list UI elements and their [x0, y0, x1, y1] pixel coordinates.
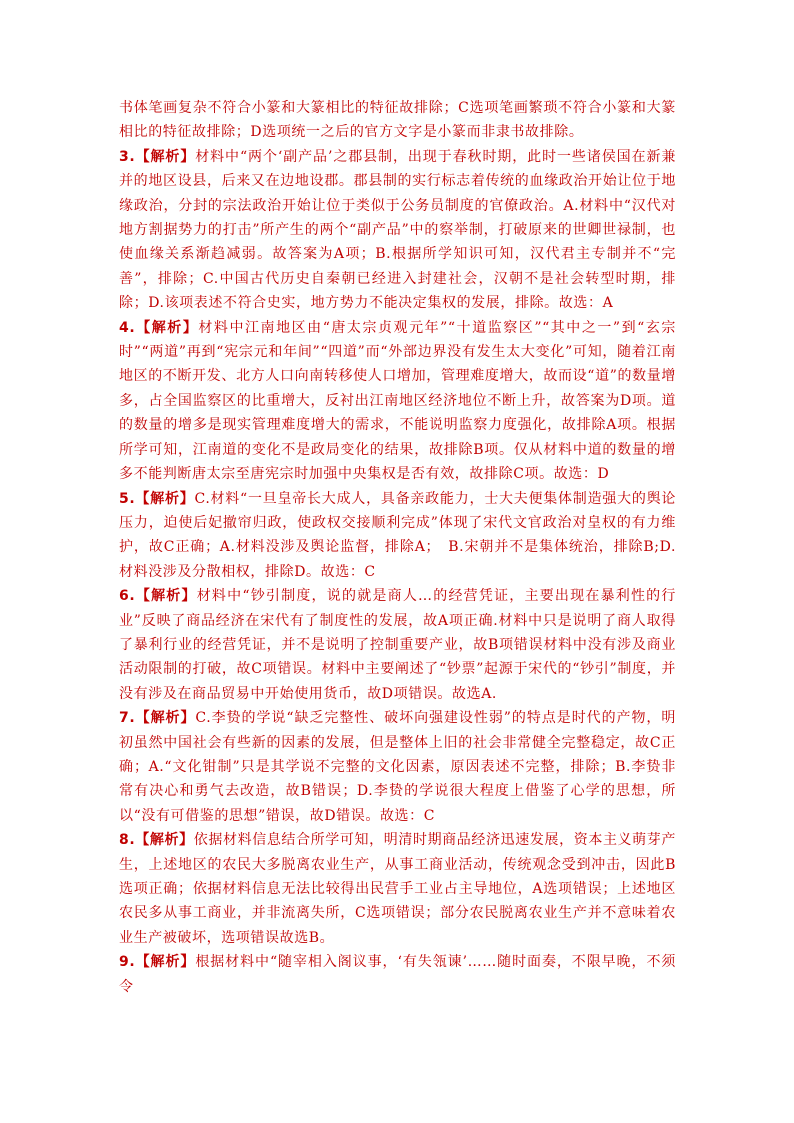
item-number: 4. — [119, 319, 136, 336]
analysis-item-4 — [119, 316, 676, 487]
item-number: 8. — [119, 832, 136, 849]
paragraph-text: 根据材料中“随宰相入阁议事，‘有失瓴谏’……随时面奏，不限早晚，不须令 — [119, 954, 676, 995]
answer-analysis-text — [119, 96, 676, 999]
item-number: 6. — [119, 588, 136, 605]
analysis-tag: 【解析】 — [135, 832, 194, 849]
analysis-item-7 — [119, 706, 676, 828]
item-number: 3. — [119, 148, 136, 165]
paragraph-text: 材料中江南地区由“唐太宗贞观元年”“十道监察区”“其中之一”到“玄宗时”“两道”再到“宪宗元和年间”“四道”而“外部边界没有发生太大变化”可知，随着江南地区的不断开发、北方人口向南转移使人口增加，管理难度增大，故而设“道”的数量增多，占全国监察区的比重增大，反衬出江南地区经济地位不断上升，故答案为D项。道的数量的增多是现实管理难度增大的需求，不能说明监察力度强化，故排除A项。根据所学可知，江南道的变化不是政局变化的结果，故排除B项。仅从材料中道的数量的增多不能判断唐太宗至唐宪宗时加强中央集权是否有效，故排除C项。故选：D — [119, 319, 677, 483]
analysis-item-6 — [119, 584, 676, 706]
analysis-tag: 【解析】 — [135, 710, 196, 727]
item-number: 5. — [119, 490, 136, 507]
item-number: 9. — [119, 954, 136, 971]
paragraph-text: 书体笔画复杂不符合小篆和大篆相比的特征故排除；C选项笔画繁琐不符合小篆和大篆相比的特征故排除；D选项统一之后的官方文字是小篆而非隶书故排除。 — [119, 100, 676, 141]
analysis-tag: 【解析】 — [135, 148, 196, 165]
analysis-item-3 — [119, 145, 676, 316]
paragraph-continuation — [119, 96, 676, 145]
analysis-item-9 — [119, 950, 676, 999]
analysis-tag: 【解析】 — [135, 588, 197, 605]
paragraph-text: C.材料“一旦皇帝长大成人，具备亲政能力，士大夫便集体制造强大的舆论压力，迫使后妃撤帘归政，使政权交接顺利完成”体现了宋代文官政治对皇权的有力维护，故C正确；A.材料没涉及舆论监督，排除A； B.宋朝并不是集体统治，排除B;D.材料没涉及分散相权，排除D。故选：C — [119, 490, 677, 580]
analysis-tag: 【解析】 — [135, 319, 199, 336]
analysis-item-8 — [119, 828, 676, 950]
analysis-tag: 【解析】 — [135, 490, 195, 507]
paragraph-text: 材料中“两个‘副产品’之郡县制，出现于春秋时期，此时一些诸侯国在新兼并的地区设县，后来又在边地设郡。郡县制的实行标志着传统的血缘政治开始让位于地缘政治，分封的宗法政治开始让位于类似于公务员制度的官僚政治。A.材料中“汉代对地方割据势力的打击”所产生的两个“副产品”中的察举制，打破原来的世卿世禄制，也使血缘关系渐趋减弱。故答案为A项；B.根据所学知识可知，汉代君主专制并不“完善”，排除；C.中国古代历史自秦朝已经进入封建社会，汉朝不是社会转型时期，排除；D.该项表述不符合史实，地方势力不能决定集权的发展，排除。故选：A — [119, 148, 676, 312]
analysis-item-5 — [119, 487, 676, 585]
item-number: 7. — [119, 710, 136, 727]
paragraph-text: C.李贽的学说“缺乏完整性、破坏向强建设性弱”的特点是时代的产物，明初虽然中国社会有些新的因素的发展，但是整体上旧的社会非常健全完整稳定，故C正确；A.“文化钳制”只是其学说不完整的文化因素，原因表述不完整，排除；B.李贽非常有决心和勇气去改造，故B错误；D.李贽的学说很大程度上借鉴了心学的思想，所以“没有可借鉴的思想”错误，故D错误。故选：C — [119, 710, 676, 824]
paragraph-text: 依据材料信息结合所学可知，明清时期商品经济迅速发展，资本主义萌芽产生，上述地区的农民大多脱离农业生产，从事工商业活动，传统观念受到冲击，因此B选项正确；依据材料信息无法比较得出民营手工业占主导地位，A选项错误；上述地区农民多从事工商业，并非流离失所，C选项错误；部分农民脱离农业生产并不意味着农业生产被破坏，选项错误故选B。 — [119, 832, 676, 946]
analysis-tag: 【解析】 — [135, 954, 196, 971]
paragraph-text: 材料中“钞引制度，说的就是商人…的经营凭证，主要出现在暴利性的行业”反映了商品经济在宋代有了制度性的发展，故A项正确.材料中只是说明了商人取得了暴利行业的经营凭证，并不是说明了控制重要产业，故B项错误材料中没有涉及商业活动限制的打破，故C项错误。材料中主要阐述了“钞票”起源于宋代的“钞引”制度，并没有涉及在商品贸易中开始使用货币，故D项错误。故选A. — [119, 588, 676, 702]
